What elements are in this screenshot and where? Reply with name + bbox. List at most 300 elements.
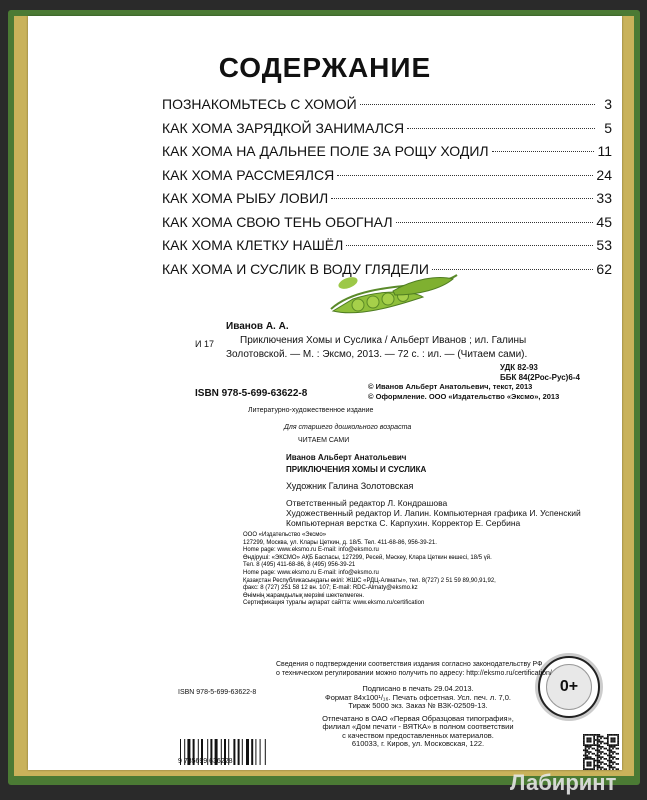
qr-module [614,744,616,746]
qr-module [598,761,600,763]
printed-4: 610033, г. Киров, ул. Московская, 122. [351,739,485,748]
qr-module [588,761,590,763]
qr-module [597,761,599,763]
barcode-bar [255,739,256,765]
toc-row [162,96,612,120]
qr-module [609,746,611,748]
qr-module [597,746,599,748]
qr-module [593,736,595,738]
qr-module [609,749,611,751]
qr-module [598,765,600,767]
qr-module [598,749,600,751]
qr-module [592,744,594,746]
qr-module [617,736,619,738]
publisher-line: Home page: www.eksmo.ru E-mail: info@eksmo.ru [243,569,379,576]
qr-module [597,737,599,739]
qr-module [595,765,597,767]
qr-module [586,758,588,760]
age-rating-badge [538,656,600,718]
qr-module [595,760,597,762]
toc-page-number: 11 [597,143,612,159]
qr-module [586,744,588,746]
qr-module [616,758,618,760]
qr-module [598,744,600,746]
barcode-bar [233,739,235,765]
qr-module [597,760,599,762]
qr-module [607,743,609,745]
publisher-line: Өндіруші: «ЭКСМО» АҚБ Баспасы, 127299, Ресей, Мәскеу, Клара Цеткин көшесі, 18/5 үй. [243,554,492,561]
qr-module [610,756,612,758]
qr-module [588,753,590,755]
qr-module [612,741,614,743]
toc-row [162,214,612,238]
qr-module [585,753,587,755]
qr-module [616,744,618,746]
qr-module [617,763,619,765]
qr-module [597,744,599,746]
qr-module [614,751,616,753]
qr-module [604,758,606,760]
qr-module [597,753,599,755]
qr-module [600,748,602,750]
qr-module [593,760,595,762]
barcode-bar [251,739,253,765]
toc-title: КАК ХОМА РАССМЕЯЛСЯ [162,166,335,183]
toc-page-number: 62 [596,260,612,277]
qr-module [583,767,585,769]
qr-module [617,753,619,755]
qr-module [593,744,595,746]
author-index: И 17 [195,339,214,349]
qr-module [600,737,602,739]
author-name: Иванов А. А. [226,321,289,332]
qr-module [614,741,616,743]
print-run: Тираж 5000 экз. Заказ № ВЗК-02509-13. [348,701,488,710]
qr-module [597,756,599,758]
qr-module [593,761,595,763]
watermark: Лабиринт [510,770,617,795]
qr-module [605,737,607,739]
qr-module [612,739,614,741]
qr-module [610,749,612,751]
qr-module [590,734,592,736]
qr-module [610,737,612,739]
qr-module [610,761,612,763]
qr-module [604,743,606,745]
qr-module [612,751,614,753]
qr-module [585,751,587,753]
qr-module [586,763,588,765]
series-name: ЧИТАЕМ САМИ [298,437,350,444]
bib-line-1: Приключения Хомы и Суслика / Альберт Иванов ; ил. Галины [240,335,527,346]
qr-module [593,741,595,743]
qr-module [585,748,587,750]
qr-module [612,746,614,748]
toc-dots [492,151,595,152]
qr-module [614,739,616,741]
toc-dots [396,222,594,223]
qr-module [607,739,609,741]
qr-module [583,741,585,743]
qr-module [598,756,600,758]
qr-module [617,743,619,745]
qr-module [612,737,614,739]
toc-page-number: 33 [596,190,612,206]
qr-module [607,736,609,738]
qr-module [617,734,619,736]
qr-module [614,746,616,748]
qr-module [605,748,607,750]
qr-module [617,748,619,750]
format: Формат 84x100¹/₁₆. Печать офсетная. Усл. печ. л. 7,0. [325,692,511,702]
qr-module [617,737,619,739]
qr-module [588,737,590,739]
qr-module [585,744,587,746]
qr-module [610,767,612,769]
qr-module [617,758,619,760]
publisher-line: факс: 8 (727) 251 58 12 вн. 107; E-mail: RDC-Almaty@eksmo.kz [243,585,418,592]
qr-module [612,767,614,769]
qr-module [588,746,590,748]
illustrator: Художник Галина Золотовская [286,481,414,491]
qr-module [600,741,602,743]
qr-module [583,758,585,760]
qr-module [585,758,587,760]
qr-module [607,749,609,751]
toc-title: КАК ХОМА СВОЮ ТЕНЬ ОБОГНАЛ [162,213,393,230]
qr-module [609,761,611,763]
qr-module [612,734,614,736]
qr-module [592,748,594,750]
qr-module [597,741,599,743]
qr-module [598,755,600,757]
qr-module [610,744,612,746]
qr-module [605,753,607,755]
qr-module [616,748,618,750]
qr-module [598,741,600,743]
qr-module [593,767,595,769]
toc-title: ПОЗНАКОМЬТЕСЬ С ХОМОЙ [162,96,357,112]
qr-module [588,744,590,746]
qr-module [592,758,594,760]
qr-module [586,756,588,758]
qr-module [593,765,595,767]
qr-module [588,758,590,760]
qr-module [586,761,588,763]
qr-module [588,741,590,743]
qr-module [610,755,612,757]
qr-module [583,763,585,765]
qr-module [597,748,599,750]
qr-module [602,767,604,769]
qr-module [617,741,619,743]
qr-module [612,748,614,750]
qr-module [590,737,592,739]
barcode-bar [260,739,261,765]
table-of-contents [162,96,612,284]
qr-module [597,734,599,736]
toc-page-number: 53 [596,237,612,253]
toc-heading: СОДЕРЖАНИЕ [218,52,432,83]
qr-module [607,760,609,762]
qr-module [595,734,597,736]
qr-module [602,761,604,763]
qr-module [612,761,614,763]
age-group: Для старшего дошкольного возраста [284,424,412,431]
qr-module [590,744,592,746]
toc-row [162,120,612,144]
qr-module [610,746,612,748]
qr-module [600,753,602,755]
qr-module [590,741,592,743]
qr-module [597,736,599,738]
qr-module [604,753,606,755]
qr-module [597,758,599,760]
qr-module [598,736,600,738]
qr-module [609,758,611,760]
qr-module [614,761,616,763]
toc-row [162,237,612,261]
printed-1: Отпечатано в ОАО «Первая Образцовая типография», [322,713,514,723]
toc-dots [337,175,593,176]
qr-module [593,748,595,750]
pea-pod-illustration [323,269,463,319]
qr-module [586,746,588,748]
qr-module [585,746,587,748]
qr-module [597,755,599,757]
toc-dots [331,198,593,199]
toc-dots [360,104,595,105]
qr-module [607,741,609,743]
qr-module [583,739,585,741]
copyright-design: © Оформление. ООО «Издательство «Эксмо», 2013 [368,392,560,401]
qr-module [583,744,585,746]
qr-module [590,739,592,741]
qr-module [610,751,612,753]
barcode-bar [265,739,266,765]
toc-title: КАК ХОМА И СУСЛИК В ВОДУ ГЛЯДЕЛИ [162,260,429,277]
qr-module [595,755,597,757]
qr-module [586,739,588,741]
publisher-line: Home page: www.eksmo.ru E-mail: info@eksmo.ru [243,547,379,554]
qr-module [586,741,588,743]
qr-module [592,753,594,755]
cert-line-2: о техническом регулировании можно получить по адресу: http://eksmo.ru/certification/ [276,670,552,677]
qr-module [602,746,604,748]
qr-module [598,739,600,741]
toc-dots [407,128,595,129]
qr-module [604,763,606,765]
qr-module [597,765,599,767]
qr-module [593,743,595,745]
qr-module [614,756,616,758]
qr-module [592,734,594,736]
qr-module [612,758,614,760]
printed-2: филиал «Дом печати - ВЯТКА» в полном соответствии [322,722,514,731]
qr-module [612,744,614,746]
qr-module [609,767,611,769]
qr-module [583,761,585,763]
qr-module [610,765,612,767]
qr-module [607,765,609,767]
qr-module [597,749,599,751]
qr-module [609,756,611,758]
qr-module [593,758,595,760]
qr-module [600,756,602,758]
qr-module [588,734,590,736]
qr-module [598,734,600,736]
isbn-small: ISBN 978-5-699-63622-8 [178,689,257,696]
toc-title: КАК ХОМА ЗАРЯДКОЙ ЗАНИМАЛСЯ [162,119,405,136]
toc-title: КАК ХОМА НА ДАЛЬНЕЕ ПОЛЕ ЗА РОЩУ ХОДИЛ [162,143,489,159]
publisher-line: Қазақстан Республикасындағы өкілі: ЖШС «РДЦ-Алматы», тел. 8(727) 2 51 59 89,90,91,92, [243,577,496,584]
qr-module [590,765,592,767]
barcode-bar [238,739,240,765]
toc-page-number: 3 [604,96,612,112]
qr-module [586,751,588,753]
qr-module [607,755,609,757]
art-editor: Художественный редактор И. Лапин. Компьютерная графика И. Успенский [286,508,581,518]
qr-module [593,763,595,765]
qr-module [590,756,592,758]
qr-module [605,763,607,765]
qr-module [583,736,585,738]
qr-module [609,765,611,767]
qr-module [600,751,602,753]
qr-module [600,736,602,738]
qr-module [583,755,585,757]
qr-module [597,763,599,765]
qr-module [598,767,600,769]
qr-module [588,763,590,765]
qr-module [612,753,614,755]
qr-module [607,737,609,739]
qr-module [610,739,612,741]
udk: УДК 82-93 [500,363,538,372]
qr-module [610,760,612,762]
qr-module [600,767,602,769]
publisher-line: 127299, Москва, ул. Клары Цеткин, д. 18/5. Тел. 411-68-86, 956-39-21. [243,539,437,546]
qr-module [609,751,611,753]
qr-module [583,765,585,767]
toc-page-number: 5 [604,119,612,136]
qr-module [595,744,597,746]
publisher-block [243,532,543,608]
qr-module [612,756,614,758]
qr-module [602,741,604,743]
qr-module [598,746,600,748]
qr-module [602,736,604,738]
bbk: ББК 84(2Рос-Рус)6-4 [500,373,580,382]
qr-module [588,748,590,750]
qr-module [595,739,597,741]
qr-module [605,758,607,760]
qr-module [604,748,606,750]
signed-date: Подписано в печать 29.04.2013. [362,684,474,693]
qr-module [600,763,602,765]
publisher-line: Сертификация туралы ақпарат сайтта: www.eksmo.ru/certification [243,600,425,607]
isbn: ISBN 978-5-699-63622-8 [195,388,308,399]
barcode-digits: 9 785699 636228 [178,758,233,765]
qr-module [597,751,599,753]
qr-module [590,761,592,763]
qr-module [583,737,585,739]
print-data [298,685,538,749]
qr-module [610,741,612,743]
qr-module [585,734,587,736]
qr-module [614,734,616,736]
toc-dots [346,245,593,246]
qr-module [617,768,619,770]
qr-module [590,751,592,753]
publisher-line: ООО «Издательство «Эксмо» [243,532,327,538]
qr-module [600,761,602,763]
qr-module [609,760,611,762]
editor: Ответственный редактор Л. Кондрашова [286,498,448,508]
qr-module [600,758,602,760]
qr-module [616,753,618,755]
layout-credit: Компьютерная верстка С. Карпухин. Корректор Е. Сербина [286,518,521,528]
cert-line-1: Сведения о подтверждении соответствия издания согласно законодательству РФ [276,661,543,668]
qr-module [590,746,592,748]
qr-module [598,760,600,762]
publisher-line: Тел. 8 (495) 411-68-86, 8 (495) 956-39-21 [243,562,356,569]
qr-module [583,734,585,736]
qr-module [588,765,590,767]
qr-module [583,760,585,762]
qr-module [602,751,604,753]
qr-module [616,763,618,765]
book-title: ПРИКЛЮЧЕНИЯ ХОМЫ И СУСЛИКА [286,465,427,474]
qr-module [585,756,587,758]
qr-module [593,753,595,755]
qr-module [583,749,585,751]
qr-module [609,753,611,755]
barcode-bar [246,739,249,765]
qr-module [607,744,609,746]
full-author: Иванов Альберт Анатольевич [286,453,407,462]
qr-module [585,755,587,757]
qr-module [616,734,618,736]
qr-module [617,739,619,741]
qr-module [598,751,600,753]
qr-module [583,743,585,745]
qr-module [612,763,614,765]
qr-module [585,749,587,751]
barcode-bar [242,739,243,765]
qr-module [605,743,607,745]
qr-module [586,755,588,757]
toc-row [162,167,612,191]
qr-module [588,739,590,741]
qr-module [614,737,616,739]
qr-module [586,765,588,767]
qr-module [586,734,588,736]
qr-module [595,749,597,751]
qr-module [617,744,619,746]
qr-module [590,763,592,765]
publisher-line: Өнімнің жарамдылық мерзімі шектелмеген. [243,592,365,599]
qr-module [588,751,590,753]
toc-page-number: 45 [596,213,612,230]
qr-module [609,744,611,746]
toc-row [162,190,612,214]
toc-title: КАК ХОМА КЛЕТКУ НАШЁЛ [162,237,344,253]
qr-module [586,737,588,739]
qr-module [597,739,599,741]
qr-module [607,734,609,736]
qr-module [600,746,602,748]
